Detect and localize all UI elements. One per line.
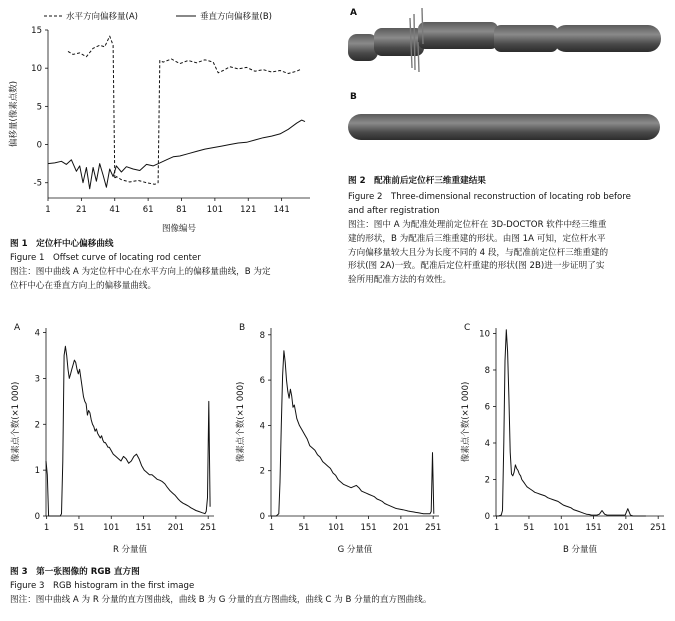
x-axis-label: B 分量值 (562, 545, 598, 555)
series-line-a (271, 351, 434, 516)
x-tick-label: 101 (328, 523, 345, 533)
figure2-panel-label-a: A (350, 8, 357, 18)
panel-label: C (464, 323, 471, 333)
x-axis-label: 图像编号 (161, 224, 197, 234)
x-tick-label: 1 (493, 523, 500, 533)
rod-reconstruction-after (348, 112, 668, 144)
x-tick-label: 121 (240, 205, 257, 215)
y-tick-label: 0 (36, 140, 42, 151)
figure3-caption-cn: 图 3 第一张图像的 RGB 直方图 (10, 567, 140, 577)
y-axis-label: 偏移量(像素点数) (9, 80, 19, 148)
legend-label-b: 垂直方向偏移量(B) (200, 12, 272, 22)
panel-label: A (14, 323, 21, 333)
x-tick-label: 51 (73, 523, 85, 533)
x-tick-label: 41 (109, 205, 121, 215)
x-tick-label: 1 (45, 205, 51, 215)
y-tick-label: -5 (33, 178, 42, 189)
figure1-note-line: 位杆中心在垂直方向上的偏移量曲线。 (10, 280, 157, 291)
y-tick-label: 0 (34, 512, 40, 522)
x-tick-label: 251 (650, 523, 667, 533)
y-tick-label: 0 (484, 512, 490, 522)
x-tick-label: 251 (200, 523, 217, 533)
x-tick-label: 81 (176, 205, 187, 215)
y-tick-label: 15 (31, 26, 42, 36)
series-line-a (68, 36, 302, 184)
y-tick-label: 2 (259, 466, 265, 477)
y-axis-label: 像素点个数(×1 000) (236, 381, 246, 463)
figure2-caption-en-line: Figure 2 Three-dimensional reconstruction of locating rob before (348, 192, 631, 202)
y-tick-label: 8 (259, 330, 265, 341)
y-tick-label: 10 (479, 329, 490, 340)
y-tick-label: 2 (484, 475, 490, 486)
figure2-note-line: 图注：图中 A 为配准处理前定位杆在 3D-DOCTOR 软件中经三维重 (348, 220, 607, 230)
x-tick-label: 51 (298, 523, 310, 533)
figure2-caption-en (348, 191, 631, 219)
x-tick-label: 201 (167, 523, 184, 533)
rod-reconstruction-before (348, 8, 668, 78)
figure2-note (348, 219, 608, 288)
figure2-note-line: 建的形状，B 为配准后三维重建的形状。由图 1A 可知，定位杆水平 (348, 233, 606, 244)
x-tick-label: 1 (268, 523, 275, 533)
figure3-note: 图注：图中曲线 A 为 R 分量的直方图曲线，曲线 B 为 G 分量的直方图曲线，曲线 C 为 B 分量的直方图曲线。 (10, 595, 432, 605)
x-tick-label: 141 (273, 205, 290, 215)
y-tick-label: 10 (31, 64, 42, 75)
figure1-note-line: 图注：图中曲线 A 为定位杆中心在水平方向上的偏移量曲线，B 为定 (10, 267, 271, 277)
x-tick-label: 61 (142, 205, 154, 215)
x-tick-label: 151 (585, 523, 602, 533)
figure2-caption-cn: 图 2 配准前后定位杆三维重建结果 (348, 176, 486, 186)
y-tick-label: 6 (484, 402, 490, 413)
figure2-note-line: 验所用配准方法的有效性。 (348, 275, 452, 286)
figure2-caption-en-line: and after registration (348, 205, 440, 216)
x-axis-label: G 分量值 (337, 545, 373, 555)
series-line-a (496, 330, 646, 516)
series-line-a (46, 346, 210, 516)
histogram-b-chart (450, 318, 675, 563)
figure1-caption-en: Figure 1 Offset curve of locating rod center (10, 253, 201, 263)
x-tick-label: 101 (206, 205, 223, 215)
x-tick-label: 51 (523, 523, 535, 533)
x-tick-label: 21 (75, 205, 87, 215)
panel-label: B (239, 323, 246, 333)
x-tick-label: 201 (392, 523, 409, 533)
figure2-note-line: 形状(图 2A)一致。配准后定位杆重建的形状(图 2B)进一步证明了实 (348, 261, 605, 272)
x-tick-label: 201 (617, 523, 634, 533)
y-tick-label: 4 (259, 421, 265, 432)
histogram-g-chart (225, 318, 450, 563)
y-axis-label: 像素点个数(×1 000) (461, 381, 471, 463)
figure1-note (10, 266, 271, 294)
offset-curve-chart (0, 0, 320, 234)
figure3-caption-en: Figure 3 RGB histogram in the first image (10, 581, 195, 591)
y-tick-label: 3 (34, 374, 40, 385)
y-tick-label: 4 (484, 438, 490, 449)
y-tick-label: 4 (34, 328, 40, 339)
x-tick-label: 101 (553, 523, 570, 533)
x-axis-label: R 分量值 (112, 545, 148, 555)
y-tick-label: 5 (36, 102, 42, 113)
y-tick-label: 1 (34, 466, 40, 477)
figure2-note-line: 方向偏移量较大且分为长度不同的 4 段，与配准前定位杆三维重建的 (348, 247, 609, 258)
x-tick-label: 251 (425, 523, 442, 533)
y-tick-label: 0 (259, 512, 265, 522)
x-tick-label: 1 (43, 523, 50, 533)
y-tick-label: 8 (484, 365, 490, 376)
figure2-panel-label-b: B (350, 92, 357, 102)
x-tick-label: 151 (360, 523, 377, 533)
y-tick-label: 2 (34, 420, 40, 431)
x-tick-label: 101 (103, 523, 120, 533)
y-tick-label: 6 (259, 376, 265, 387)
figure1-caption-cn: 图 1 定位杆中心偏移曲线 (10, 239, 114, 249)
histogram-r-chart (0, 318, 225, 563)
y-axis-label: 像素点个数(×1 000) (11, 381, 21, 463)
series-line-b (48, 120, 305, 189)
legend-label-a: 水平方向偏移量(A) (66, 12, 138, 22)
x-tick-label: 151 (135, 523, 152, 533)
